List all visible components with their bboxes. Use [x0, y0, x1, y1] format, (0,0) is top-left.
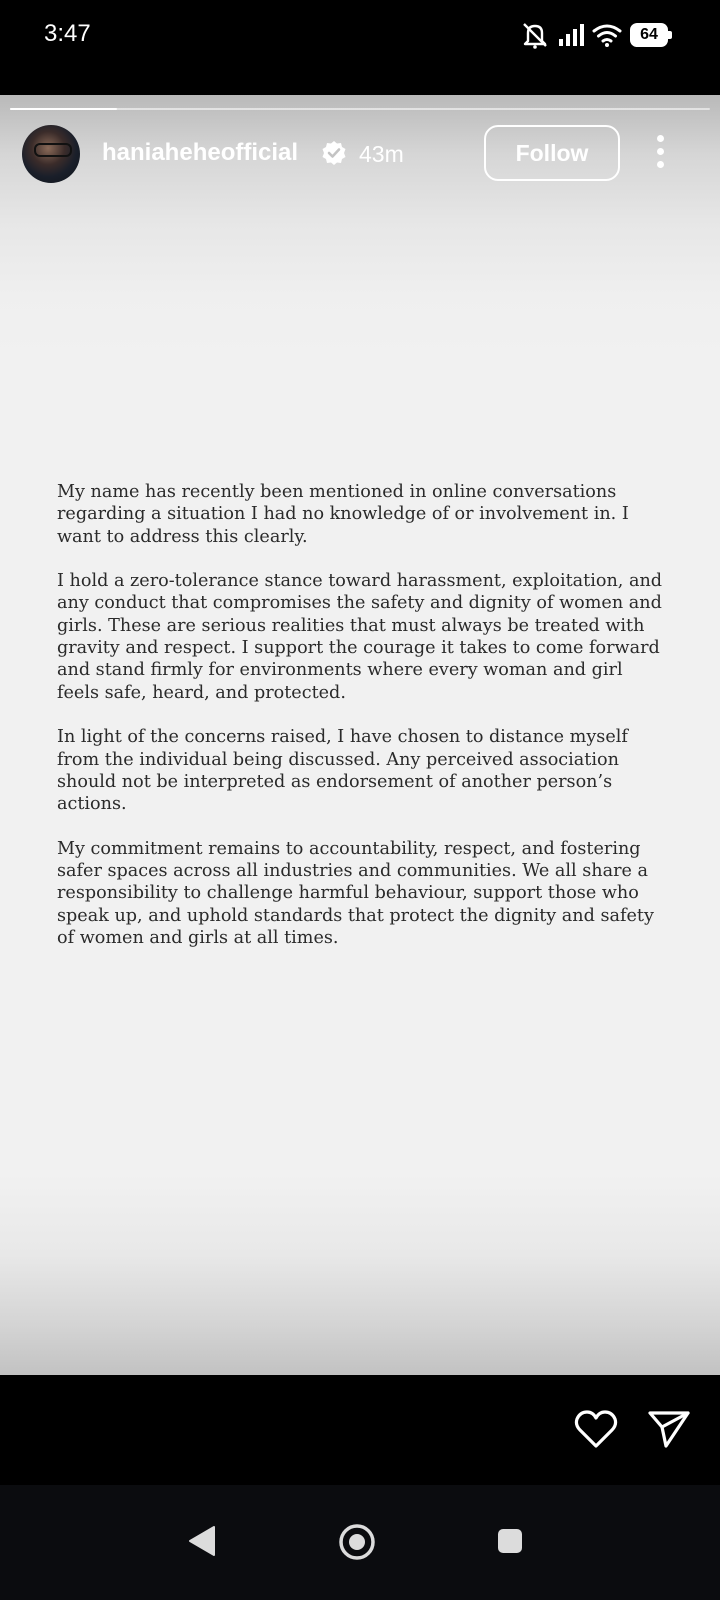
- more-options-icon[interactable]: [654, 135, 666, 171]
- send-icon[interactable]: [648, 1409, 690, 1449]
- story-time: 43m: [359, 141, 404, 167]
- status-bar: [0, 0, 720, 95]
- username[interactable]: haniaheheofficial: [102, 139, 299, 166]
- heart-icon[interactable]: [574, 1409, 618, 1449]
- story-header: [0, 125, 720, 187]
- follow-button[interactable]: Follow: [484, 125, 620, 181]
- status-icons: [520, 20, 672, 50]
- battery-level: 64: [630, 23, 668, 47]
- battery-icon: [630, 23, 672, 47]
- avatar[interactable]: [22, 125, 80, 183]
- statement-text: [57, 481, 667, 972]
- signal-icon: [558, 23, 584, 47]
- story-view[interactable]: [0, 95, 720, 1375]
- home-icon[interactable]: [338, 1523, 376, 1561]
- statement-paragraph: My name has recently been mentioned in online conversations regarding a situation I had no knowledge of or involvement in. I want to address this clearly.: [57, 482, 629, 547]
- statement-paragraph: In light of the concerns raised, I have chosen to distance myself from the individual being discussed. Any perceived association should not be interpreted as endorsement of another person’s actions.: [57, 727, 628, 815]
- story-progress-fill: [10, 108, 117, 110]
- statement-paragraph: I hold a zero-tolerance stance toward harassment, exploitation, and any conduct that compromises the safety and dignity of women and girls. These are serious realities that must always be treated with gravity and respect. I support the courage it takes to come forward and stand firmly for environments where every woman and girl feels safe, heard, and protected.: [57, 571, 663, 703]
- bell-off-icon: [520, 21, 550, 49]
- recents-icon[interactable]: [497, 1528, 523, 1554]
- status-time: 3:47: [44, 20, 91, 47]
- story-action-bar: [0, 1375, 720, 1485]
- system-nav-bar: [0, 1485, 720, 1600]
- back-icon[interactable]: [188, 1525, 216, 1557]
- story-progress-bar: [10, 108, 710, 110]
- wifi-icon: [592, 23, 622, 47]
- verified-badge-icon: [321, 140, 347, 166]
- statement-paragraph: My commitment remains to accountability, respect, and fostering safer spaces across all industries and communities. We all share a responsibility to challenge harmful behaviour, support those who speak up, and uphold standards that protect the dignity and safety of women and girls at all times.: [57, 838, 654, 948]
